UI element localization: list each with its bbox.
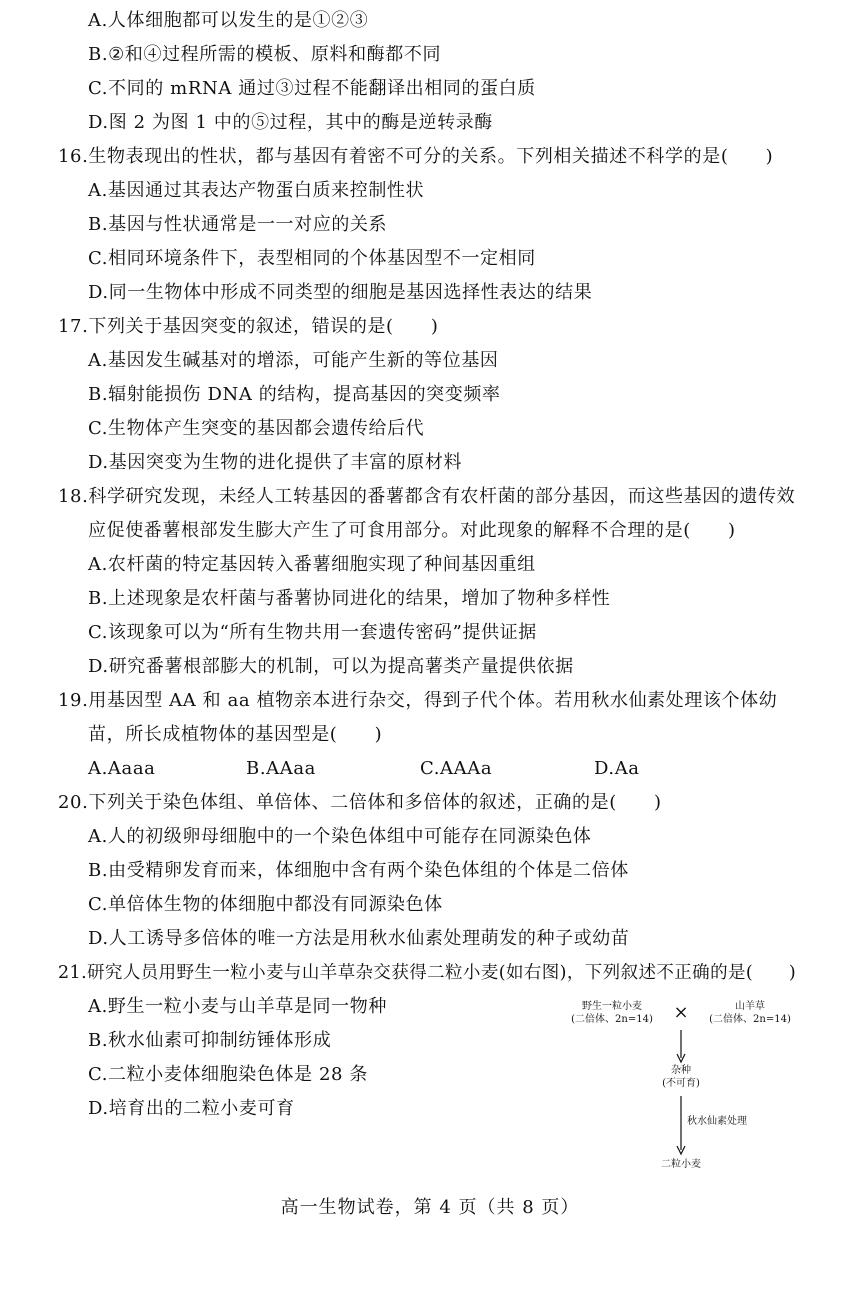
q19-option-b: B.AAaa — [246, 758, 317, 779]
q19-stem-line1: 19.用基因型 AA 和 aa 植物亲本进行杂交，得到子代个体。若用秋水仙素处理该个体幼 — [58, 690, 778, 711]
parent1-name: 野生一粒小麦 — [582, 1001, 642, 1012]
q17-option-d: D.基因突变为生物的进化提供了丰富的原材料 — [88, 452, 463, 473]
parent1-note: (二倍体、2n=14) — [571, 1014, 653, 1025]
q17-stem: 17.下列关于基因突变的叙述，错误的是( ) — [58, 316, 439, 337]
q19-option-c: C.AAAa — [420, 758, 493, 779]
q21-option-b: B.秋水仙素可抑制纺锤体形成 — [88, 1030, 332, 1051]
q17-option-a: A.基因发生碱基对的增添，可能产生新的等位基因 — [88, 350, 499, 371]
q16-option-d: D.同一生物体中形成不同类型的细胞是基因选择性表达的结果 — [88, 282, 593, 303]
cross-symbol: × — [673, 1002, 689, 1023]
q18-stem-line2: 应促使番薯根部发生膨大产生了可食用部分。对此现象的解释不合理的是( ) — [88, 520, 736, 541]
q21-option-c: C.二粒小麦体细胞染色体是 28 条 — [88, 1064, 368, 1085]
wheat-breeding-diagram — [555, 1000, 795, 1170]
parent2-note: (二倍体、2n=14) — [709, 1014, 791, 1025]
q18-option-c: C.该现象可以为“所有生物共用一套遗传密码”提供证据 — [88, 622, 537, 643]
result-name: 二粒小麦 — [661, 1159, 701, 1170]
q18-option-d: D.研究番薯根部膨大的机制，可以为提高薯类产量提供依据 — [88, 656, 574, 677]
q20-option-d: D.人工诱导多倍体的唯一方法是用秋水仙素处理萌发的种子或幼苗 — [88, 928, 630, 949]
diagram-arrows — [555, 1000, 805, 1180]
q18-option-a: A.农杆菌的特定基因转入番薯细胞实现了种间基因重组 — [88, 554, 536, 575]
q20-option-b: B.由受精卵发育而来，体细胞中含有两个染色体组的个体是二倍体 — [88, 860, 629, 881]
q18-stem-line1: 18.科学研究发现，未经人工转基因的番薯都含有农杆菌的部分基因，而这些基因的遗传效 — [58, 486, 796, 507]
q15-option-c: C.不同的 mRNA 通过③过程不能翻译出相同的蛋白质 — [88, 78, 536, 99]
q15-option-d: D.图 2 为图 1 中的⑤过程，其中的酶是逆转录酶 — [88, 112, 493, 133]
q21-option-a: A.野生一粒小麦与山羊草是同一物种 — [88, 996, 387, 1017]
q17-option-c: C.生物体产生突变的基因都会遗传给后代 — [88, 418, 425, 439]
hybrid-note: (不可育) — [662, 1078, 700, 1089]
q18-option-b: B.上述现象是农杆菌与番薯协同进化的结果，增加了物种多样性 — [88, 588, 611, 609]
q21-stem: 21.研究人员用野生一粒小麦与山羊草杂交获得二粒小麦(如右图)，下列叙述不正确的是( ) — [58, 963, 797, 983]
q16-option-a: A.基因通过其表达产物蛋白质来控制性状 — [88, 180, 425, 201]
q19-option-d: D.Aa — [594, 758, 640, 779]
q19-option-a: A.Aaaa — [88, 758, 156, 779]
q19-stem-line2: 苗，所长成植物体的基因型是( ) — [88, 724, 383, 745]
q15-option-a: A.人体细胞都可以发生的是①②③ — [88, 10, 369, 31]
q20-stem: 20.下列关于染色体组、单倍体、二倍体和多倍体的叙述，正确的是( ) — [58, 792, 662, 813]
q21-option-d: D.培育出的二粒小麦可育 — [88, 1098, 295, 1119]
treatment-label: 秋水仙素处理 — [687, 1116, 747, 1127]
page-footer: 高一生物试卷，第 4 页（共 8 页） — [280, 1197, 580, 1218]
q16-option-b: B.基因与性状通常是一一对应的关系 — [88, 214, 388, 235]
hybrid-name: 杂种 — [671, 1065, 691, 1076]
q16-option-c: C.相同环境条件下，表型相同的个体基因型不一定相同 — [88, 248, 536, 269]
q16-stem: 16.生物表现出的性状，都与基因有着密不可分的关系。下列相关描述不科学的是( ) — [58, 146, 774, 167]
q17-option-b: B.辐射能损伤 DNA 的结构，提高基因的突变频率 — [88, 384, 501, 405]
parent2-name: 山羊草 — [735, 1001, 765, 1012]
q20-option-a: A.人的初级卵母细胞中的一个染色体组中可能存在同源染色体 — [88, 826, 592, 847]
q20-option-c: C.单倍体生物的体细胞中都没有同源染色体 — [88, 894, 443, 915]
q15-option-b: B.②和④过程所需的模板、原料和酶都不同 — [88, 44, 442, 65]
